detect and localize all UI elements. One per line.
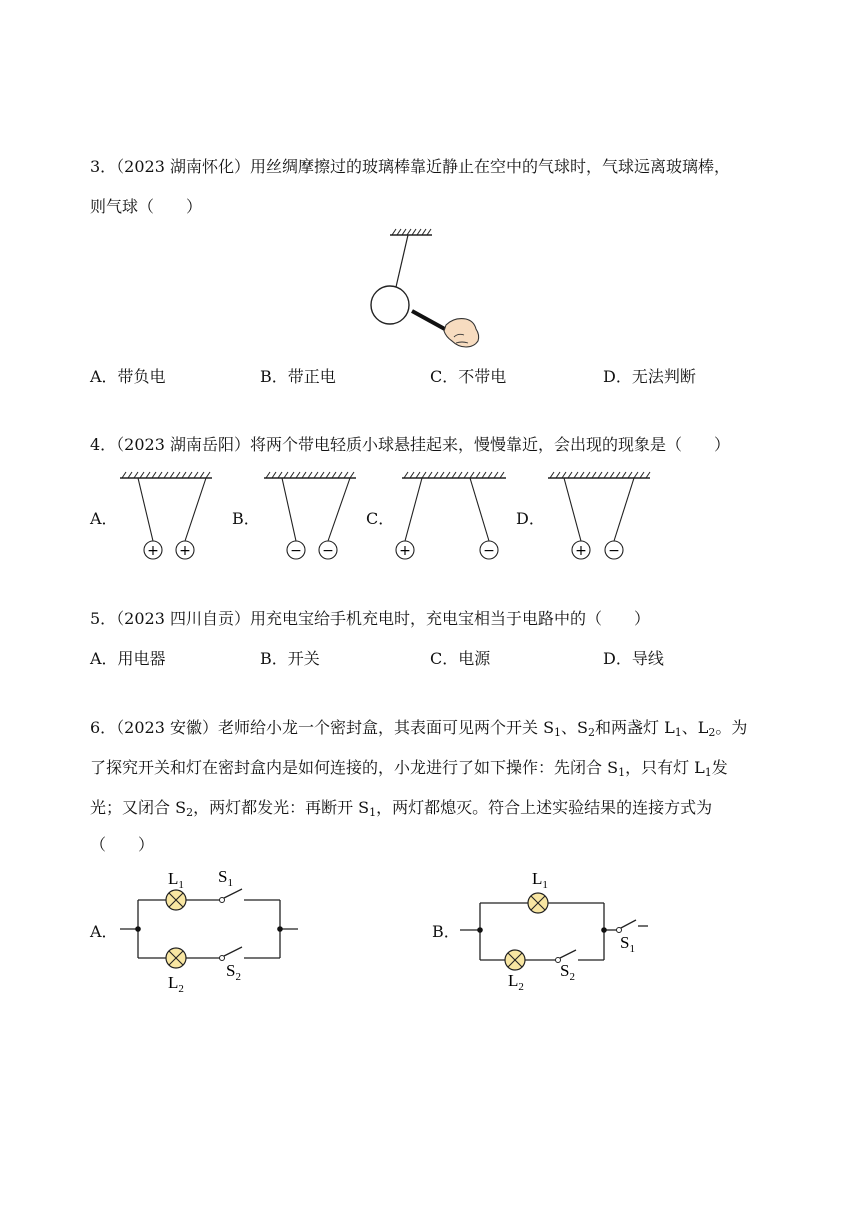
q3-option-a: A．带负电 xyxy=(90,367,166,386)
q6-a-lamp-l1 xyxy=(166,890,186,910)
q6-circuit-a xyxy=(120,862,310,995)
q6-a-lamp-l2 xyxy=(166,948,186,968)
q3-stem-line2: 则气球（ ） xyxy=(90,197,203,216)
q6-b-lamp-l1 xyxy=(528,893,548,913)
q6-stem-line4: （ ） xyxy=(90,835,155,854)
q5-option-d: D．导线 xyxy=(603,649,664,668)
q6-a-l2-label: $L_2$ xyxy=(168,973,184,995)
q4-option-b-label: B． xyxy=(232,509,260,528)
q4-stem-line1: 4．（2023 湖南岳阳）将两个带电轻质小球悬挂起来，慢慢靠近，会出现的现象是（ ） xyxy=(90,435,730,454)
q6-circuit-b xyxy=(460,868,660,993)
q4-option-c-label: C． xyxy=(366,509,395,528)
q4-d-charge-right: − xyxy=(608,543,620,559)
q4-b-charge-right: − xyxy=(322,543,334,559)
q6-option-a-label: A． xyxy=(90,922,118,941)
q4-option-a-label: A． xyxy=(90,509,118,528)
q5-option-c: C．电源 xyxy=(430,649,491,668)
q4-figure-d xyxy=(546,470,656,565)
q5-stem-line1: 5．（2023 四川自贡）用充电宝给手机充电时，充电宝相当于电路中的（ ） xyxy=(90,609,650,628)
q4-d-charge-left: + xyxy=(575,543,587,559)
q3-option-b: B．带正电 xyxy=(260,367,336,386)
q6-b-l1-label: $L_1$ xyxy=(532,869,548,891)
q4-a-charge-right: + xyxy=(179,543,191,559)
q6-a-s1-label: $S_1$ xyxy=(218,867,233,889)
q4-figure-b xyxy=(262,470,362,565)
q6-a-l1-label: $L_1$ xyxy=(168,869,184,891)
q6-stem-line3: 光；又闭合 $S_2$，两灯都发光：再断开 $S_1$，两灯都熄灭。符合上述实验结果的连接方式为 xyxy=(90,798,713,819)
q4-figure-a xyxy=(118,470,218,565)
q6-option-b-label: B． xyxy=(432,922,460,941)
q6-stem-line2: 了探究开关和灯在密封盒内是如何连接的，小龙进行了如下操作：先闭合 $S_1$，只有灯 $L_1$发 xyxy=(90,758,728,779)
q4-option-d-label: D． xyxy=(516,509,545,528)
q4-a-charge-left: + xyxy=(147,543,159,559)
q6-b-lamp-l2 xyxy=(505,950,525,970)
q5-option-a: A．用电器 xyxy=(90,649,166,668)
q3-balloon-figure xyxy=(360,225,500,355)
q6-b-s2-label: $S_2$ xyxy=(560,961,575,983)
q6-a-s2-label: $S_2$ xyxy=(226,961,241,983)
q5-option-b: B．开关 xyxy=(260,649,320,668)
q6-b-l2-label: $L_2$ xyxy=(508,971,524,993)
q3-option-d: D．无法判断 xyxy=(603,367,696,386)
q6-b-s1-label: $S_1$ xyxy=(620,933,635,955)
q4-c-charge-right: − xyxy=(483,543,495,559)
q4-b-charge-left: − xyxy=(290,543,302,559)
q6-stem-line1: 6．（2023 安徽）老师给小龙一个密封盒，其表面可见两个开关 $S_1$、$S_2$和两盏灯 $L_1$、$L_2$。为 xyxy=(90,718,748,739)
q4-c-charge-left: + xyxy=(399,543,411,559)
q3-stem-line1: 3．（2023 湖南怀化）用丝绸摩擦过的玻璃棒靠近静止在空中的气球时，气球远离玻璃棒， xyxy=(90,157,730,176)
q3-option-c: C．不带电 xyxy=(430,367,507,386)
q4-figure-c xyxy=(400,470,512,565)
